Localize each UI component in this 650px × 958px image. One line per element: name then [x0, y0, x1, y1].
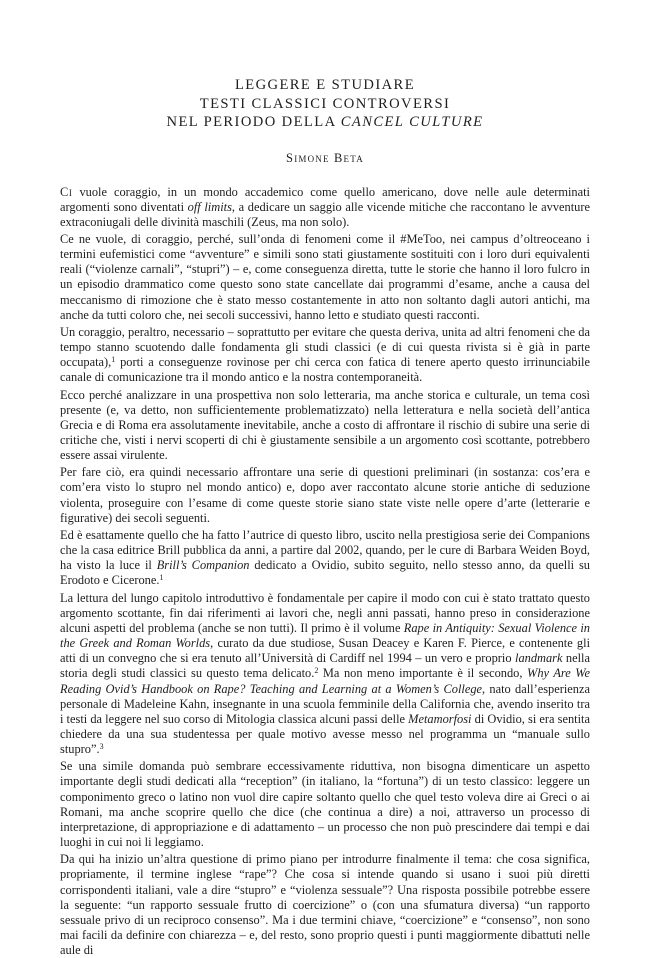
- paragraph: [60, 185, 590, 230]
- text-run: porti a conseguenze rovinose per chi cerca con fatica di tenere aperto questo irrinunciabile canale di comunicazione tra il mondo antico e la nostra contemporaneità.: [60, 355, 590, 384]
- italic-text: Why Are We Reading Ovid’s Handbook on Rape? Teaching and Learning at a Women’s College: [60, 666, 590, 695]
- paragraph: [60, 232, 590, 323]
- italic-text: off limits: [188, 200, 232, 214]
- text-run: La lettura del lungo capitolo introduttivo è fondamentale per capire il modo con cui è stato trattato questo argomento scottante, fin dai riferimenti ai lavori che, negli anni passati, hanno preso in considerazione alcuni aspetti del problema (anche se non tutti). Il primo è il volume: [60, 591, 590, 635]
- text-run: , a dedicare un saggio alle vicende mitiche che raccontano le avventure extraconiugali delle divinità maschili (Zeus, ma non solo).: [60, 200, 590, 229]
- paragraph: [60, 759, 590, 850]
- author-name: Simone Beta: [60, 151, 590, 166]
- title-line: TESTI CLASSICI CONTROVERSI: [60, 95, 590, 114]
- text-run: Da qui ha inizio un’altra questione di primo piano per introdurre finalmente il tema: che cosa significa, propriamente, il termine inglese “rape”? Che cosa si intende quando si usano i suoi più diretti corrispondenti italiani, vale a dire “stupro” e “violenza sessuale”? Una risposta possibile potrebbe essere la seguente: “un rapporto sessuale frutto di coercizione” o (con una sfumatura diversa) “un rapporto sessuale privo di un reciproco consenso”. Ma i due termini chiave, “coercizione” e “consenso”, non sono mai facili da definire con chiarezza – e, del resto, sono proprio questi i punti maggiormente dibattuti nelle aule di: [60, 852, 590, 957]
- italic-text: Brill’s Companion: [157, 558, 250, 572]
- opening-words: Ci: [60, 185, 72, 199]
- text-run: Ecco perché analizzare in una prospettiva non solo letteraria, ma anche storica e culturale, un tema così presente (e, va detto, non sufficientemente problematizzato) nella letteratura e nella società dell’antica Grecia e di Roma era assolutamente inevitabile, anche a costo di affrontare il rischio di subire una serie di critiche che, visti i nervi scoperti di chi è giustamente sensibile a un argomento così scottante, potrebbero essere assai virulente.: [60, 388, 590, 463]
- paragraph: [60, 388, 590, 464]
- italic-text: Metamorfosi: [408, 712, 471, 726]
- text-run: , nato dall’esperienza personale di Madeleine Kahn, insegnante in una scuola femminile della California che, avendo inserito tra i testi da leggere nel suo corso di Mitologia classica alcuni passi delle: [60, 682, 590, 726]
- paragraph: [60, 465, 590, 526]
- italic-text: landmark: [515, 651, 563, 665]
- text-run: , curato da due studiose, Susan Deacey e Karen F. Pierce, e contenente gli atti di un convegno che si era tenuto all’Università di Cardiff nel 1994 – un vero e proprio: [60, 636, 590, 665]
- paragraph: [60, 528, 590, 589]
- title-italic: CANCEL CULTURE: [341, 114, 484, 130]
- title-line-text: NEL PERIODO DELLA: [167, 114, 341, 130]
- title-line: [60, 113, 590, 132]
- paragraph: [60, 325, 590, 386]
- title-line: LEGGERE E STUDIARE: [60, 76, 590, 95]
- article-body: [60, 185, 590, 958]
- article-title: [60, 76, 590, 132]
- text-run: Se una simile domanda può sembrare eccessivamente riduttiva, non bisogna dimenticare un aspetto importante degli studi dedicati alla “reception” (in italiano, la “fortuna”) di un testo classico: leggere un componimento greco o latino non vuol dire capire soltanto quello che quel testo voleva dire ai Greci o ai Romani, ma anche scoprire quello che dice (che continua a dire) a noi, attraverso un processo di interpretazione, di appropriazione e di adattamento – un processo che non può prescindere dai tempi e dai luoghi in cui noi li leggiamo.: [60, 759, 590, 849]
- text-run: nella storia degli studi classici su questo tema delicato.: [60, 651, 590, 680]
- text-run: Ed è esattamente quello che ha fatto l’autrice di questo libro, uscito nella prestigiosa serie dei Companions che la casa editrice Brill pubblica da anni, a partire dal 2002, quando, per le cure di Barbara Weiden Boyd, ha visto la luce il: [60, 528, 590, 572]
- text-run: vuole coraggio, in un mondo accademico come quello americano, dove nelle aule determinati argomenti sono diventati: [60, 185, 590, 214]
- paragraph: [60, 852, 590, 958]
- text-run: Ma non meno importante è il secondo,: [318, 666, 527, 680]
- text-run: di Ovidio, si era sentita chiedere da una sua studentessa per quale motivo avesse messo nel programma un “manuale sullo stupro”.: [60, 712, 590, 756]
- text-run: Per fare ciò, era quindi necessario affrontare una serie di questioni preliminari (in sostanza: cos’era e com’era visto lo stupro nel mondo antico) e, dopo aver raccontato alcune storie antiche di seduzione violenta, proseguire con l’esame di come queste storie siano state viste nelle opere d’arte (letterarie e figurative) dei secoli seguenti.: [60, 465, 590, 524]
- italic-text: Rape in Antiquity: Sexual Violence in the Greek and Roman Worlds: [60, 621, 590, 650]
- footnote-ref[interactable]: 2: [314, 666, 318, 675]
- text-run: dedicato a Ovidio, subito seguito, nello stesso anno, da quelli su Erodoto e Cicerone.: [60, 558, 590, 587]
- paragraph: [60, 591, 590, 758]
- footnote-ref[interactable]: 1: [159, 573, 163, 582]
- footnote-ref[interactable]: 3: [100, 742, 104, 751]
- text-run: Un coraggio, peraltro, necessario – soprattutto per evitare che questa deriva, unita ad altri fenomeni che da tempo stanno scuotendo dalle fondamenta gli studi classici (e di cui questa rivista si è già in parte occupata),: [60, 325, 590, 369]
- text-run: Ce ne vuole, di coraggio, perché, sull’onda di fenomeni come il #MeToo, nei campus d’oltreoceano i termini eufemistici come “avventure” e simili sono stati giustamente sostituiti con i loro duri equivalenti reali (“violenze carnali”, “stupri”) – e, come conseguenza diretta, tutte le storie che hanno il loro fulcro in un episodio drammatico come questo sono state cancellate dai programmi d’esame, anche a causa del meccanismo di rimozione che è stato messo costantemente in atto non soltanto dagli autori antichi, ma anche da tutti coloro che, nei secoli successivi, hanno letto e studiato questi racconti.: [60, 232, 590, 322]
- footnote-ref[interactable]: 1: [111, 355, 115, 364]
